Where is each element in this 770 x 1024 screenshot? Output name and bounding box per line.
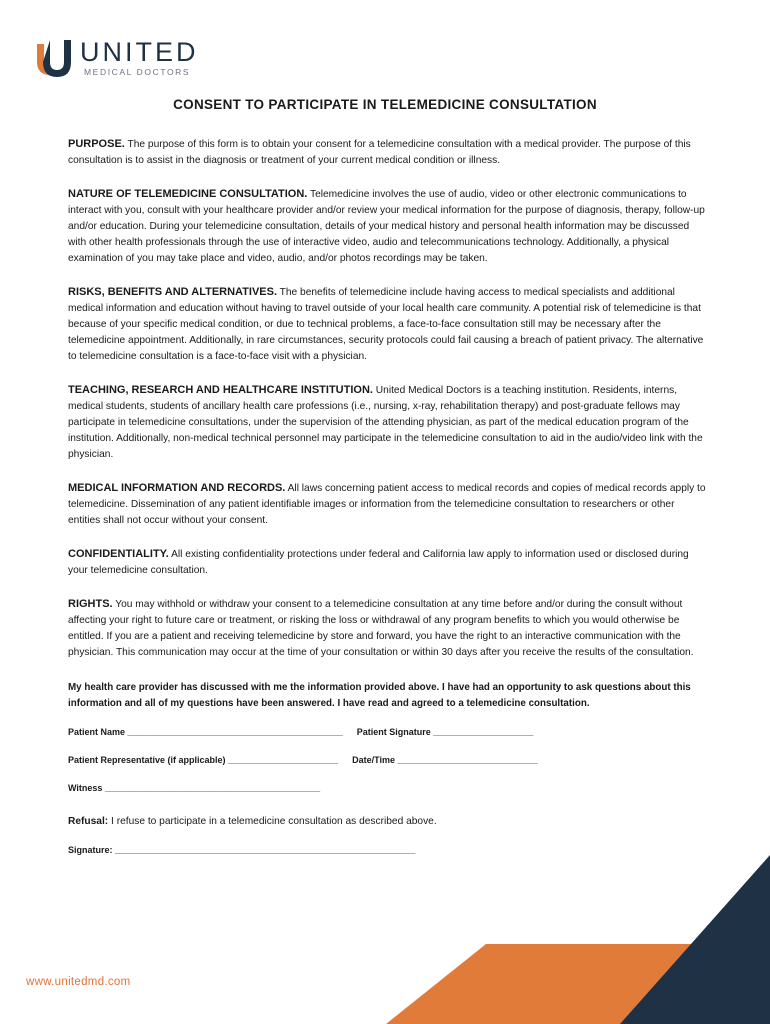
section-text: All laws concerning patient access to medical records and copies of medical records apply to telemedicine. Dissemination of any patient identifiable images or information from the telemedicine consultation to researchers or other entities shall not occur without your consent. xyxy=(68,483,706,526)
section-heading: RIGHTS. xyxy=(68,598,113,610)
witness-field[interactable]: Witness ___________________________________________ xyxy=(68,783,321,793)
section-purpose xyxy=(68,136,708,169)
signature-row-witness xyxy=(68,782,708,810)
section-heading: CONFIDENTIALITY. xyxy=(68,548,169,560)
section-text: The purpose of this form is to obtain your consent for a telemedicine consultation with a medical provider. The purpose of this consultation is to assist in the diagnosis or treatment of your current medical condition or illness. xyxy=(68,139,691,166)
section-rights xyxy=(68,596,708,661)
refusal-text: I refuse to participate in a telemedicine consultation as described above. xyxy=(111,816,437,827)
section-heading: RISKS, BENEFITS AND ALTERNATIVES. xyxy=(68,286,278,298)
section-confidentiality xyxy=(68,546,708,579)
refusal-label: Refusal: xyxy=(68,816,109,827)
orange-corner-shape xyxy=(386,944,770,1024)
consent-body xyxy=(68,136,708,872)
section-heading: PURPOSE. xyxy=(68,138,125,150)
section-heading: TEACHING, RESEARCH AND HEALTHCARE INSTITUTION. xyxy=(68,384,373,396)
document-title: CONSENT TO PARTICIPATE IN TELEMEDICINE CONSULTATION xyxy=(173,97,597,112)
final-signature-row xyxy=(68,844,708,872)
footer-website-link[interactable]: www.unitedmd.com xyxy=(26,976,131,988)
brand-logo xyxy=(34,38,199,78)
section-text: The benefits of telemedicine include having access to medical specialists and additional medical information and education without having to travel outside of your local health care community. A potential risk of telemedicine is that because of your specific medical condition, or due to technical problems, a face-to-face consultation still may be necessary after the telemedicine appointment. Additionally, in rare circumstances, security protocols could fail causing a breach of patient privacy. The alternative to telemedicine consultation is a face-to-face visit with a physician. xyxy=(68,287,704,362)
section-text: All existing confidentiality protections under federal and California law apply to information used or disclosed during your telemedicine consultation. xyxy=(68,549,689,576)
section-text: United Medical Doctors is a teaching institution. Residents, interns, medical students, students of ancillary health care professions (i.e., nursing, x-ray, rehabilitation therapy) and post-graduate fellows may participate in telemedicine consultations, under the supervision of the attending physician, as part of the medical education program of the institution. Additionally, non-medical technical personnel may participate in the telemedicine consultation to aid in the audio/video link with the physician. xyxy=(68,385,703,460)
acknowledgement-statement: My health care provider has discussed with me the information provided above. I have had an opportunity to ask questions about this information and all of my questions have been answered. I have read and agreed to a telemedicine consultation. xyxy=(68,682,691,709)
patient-signature-field[interactable]: Patient Signature ____________________ xyxy=(356,727,534,737)
date-time-field[interactable]: Date/Time ____________________________ xyxy=(352,755,538,765)
refusal-statement xyxy=(68,814,708,830)
section-teaching xyxy=(68,382,708,463)
section-heading: NATURE OF TELEMEDICINE CONSULTATION. xyxy=(68,188,308,200)
section-text: Telemedicine involves the use of audio, video or other electronic communications to interact with you, consult with your healthcare provider and/or review your medical information for the purpose of diagnosis, therapy, follow-up and/or education. During your telemedicine consultation, details of your medical history and personal health information may be discussed with other health professionals through the use of interactive video, audio and telecommunications technology. Additionally, a physical examination of you may take place and video, audio, and/or photos recordings may be taken. xyxy=(68,189,705,264)
section-nature xyxy=(68,186,708,267)
signature-row-representative xyxy=(68,754,708,782)
patient-name-field[interactable]: Patient Name ___________________________________________ xyxy=(68,727,343,737)
final-signature-field[interactable]: Signature: ____________________________________________________________ xyxy=(68,845,416,855)
section-records xyxy=(68,480,708,529)
brand-name: UNITED xyxy=(80,37,199,67)
signature-row-patient xyxy=(68,726,708,754)
section-heading: MEDICAL INFORMATION AND RECORDS. xyxy=(68,482,286,494)
united-u-icon xyxy=(34,38,74,78)
section-text: You may withhold or withdraw your consent to a telemedicine consultation at any time before and/or during the consult without affecting your right to future care or treatment, or risking the loss or withdrawal of any program benefits to which you would otherwise be entitled. If you are a patient and receiving telemedicine by store and forward, you have the right to an interactive communication with the physician. This communication may occur at the time of your consultation or within 30 days after you receive the results of the consultation. xyxy=(68,599,694,658)
brand-subtitle: MEDICAL DOCTORS xyxy=(84,67,191,77)
representative-field[interactable]: Patient Representative (if applicable) ______________________ xyxy=(68,755,339,765)
section-risks xyxy=(68,284,708,365)
navy-corner-shape xyxy=(620,855,770,1024)
